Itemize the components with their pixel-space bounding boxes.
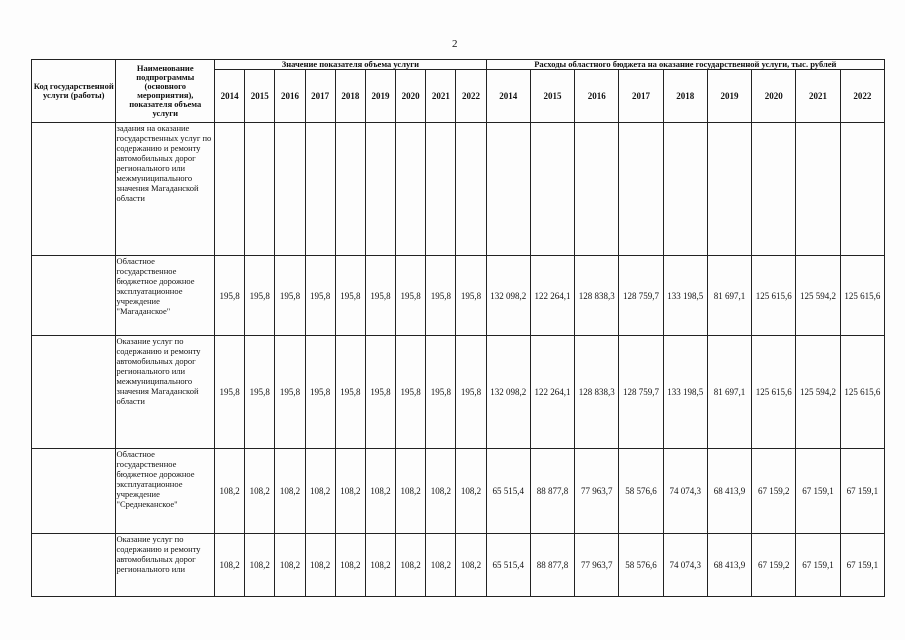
volume-cell: [305, 123, 335, 256]
expense-cell: 133 198,5: [663, 256, 707, 336]
volume-cell: 195,8: [456, 256, 486, 336]
volume-cell: 195,8: [456, 336, 486, 449]
header-volume-year: 2021: [426, 70, 456, 123]
code-cell: [32, 534, 116, 597]
volume-cell: 108,2: [426, 534, 456, 597]
volume-cell: 108,2: [335, 449, 365, 534]
expense-cell: 132 098,2: [486, 256, 530, 336]
volume-cell: 195,8: [215, 256, 245, 336]
volume-cell: 195,8: [426, 256, 456, 336]
expense-cell: 125 594,2: [796, 336, 840, 449]
volume-cell: 108,2: [215, 449, 245, 534]
expense-cell: 128 759,7: [619, 336, 663, 449]
volume-cell: 108,2: [305, 534, 335, 597]
expense-cell: 67 159,1: [796, 534, 840, 597]
header-volume-year: 2020: [396, 70, 426, 123]
expense-cell: 77 963,7: [575, 534, 619, 597]
volume-cell: 108,2: [275, 534, 305, 597]
expense-cell: 88 877,8: [530, 534, 574, 597]
volume-cell: 108,2: [305, 449, 335, 534]
name-cell: Областное государственное бюджетное дорожное эксплуатационное учреждение "Магаданское": [116, 256, 215, 336]
header-volume-group: Значение показателя объема услуги: [215, 60, 487, 70]
volume-cell: 195,8: [396, 336, 426, 449]
expense-cell: [752, 123, 796, 256]
volume-cell: [456, 123, 486, 256]
volume-cell: 108,2: [335, 534, 365, 597]
services-table: [31, 59, 885, 597]
volume-cell: 108,2: [396, 449, 426, 534]
expense-cell: 125 615,6: [752, 256, 796, 336]
header-volume-year: 2019: [365, 70, 395, 123]
expense-cell: 68 413,9: [707, 534, 751, 597]
volume-cell: 195,8: [365, 256, 395, 336]
expense-cell: [663, 123, 707, 256]
volume-cell: 195,8: [245, 336, 275, 449]
volume-cell: 195,8: [215, 336, 245, 449]
volume-cell: [335, 123, 365, 256]
expense-cell: 67 159,2: [752, 449, 796, 534]
expense-cell: 128 838,3: [575, 256, 619, 336]
volume-cell: [426, 123, 456, 256]
expense-cell: 65 515,4: [486, 449, 530, 534]
header-expense-year: 2021: [796, 70, 840, 123]
page-number: 2: [452, 38, 458, 50]
volume-cell: [275, 123, 305, 256]
expense-cell: 74 074,3: [663, 449, 707, 534]
volume-cell: [396, 123, 426, 256]
volume-cell: 195,8: [426, 336, 456, 449]
volume-cell: 108,2: [456, 534, 486, 597]
volume-cell: [215, 123, 245, 256]
expense-cell: 67 159,2: [752, 534, 796, 597]
table-row: [32, 336, 885, 449]
table-row: [32, 123, 885, 256]
volume-cell: [365, 123, 395, 256]
volume-cell: 108,2: [245, 449, 275, 534]
expense-cell: 74 074,3: [663, 534, 707, 597]
volume-cell: 195,8: [305, 336, 335, 449]
expense-cell: [707, 123, 751, 256]
name-cell: Оказание услуг по содержанию и ремонту автомобильных дорог регионального или межмуниципального значения Магаданской области: [116, 336, 215, 449]
header-expense-year: 2017: [619, 70, 663, 123]
name-cell: задания на оказание государственных услуг по содержанию и ремонту автомобильных дорог регионального или межмуниципального значения Магаданской области: [116, 123, 215, 256]
volume-cell: 108,2: [456, 449, 486, 534]
name-cell: Областное государственное бюджетное дорожное эксплуатационное учреждение "Среднеканское": [116, 449, 215, 534]
expense-cell: 67 159,1: [840, 534, 884, 597]
expense-cell: 67 159,1: [840, 449, 884, 534]
volume-cell: 108,2: [426, 449, 456, 534]
header-expense-year: 2022: [840, 70, 884, 123]
expense-cell: 65 515,4: [486, 534, 530, 597]
expense-cell: 125 594,2: [796, 256, 840, 336]
expense-cell: 68 413,9: [707, 449, 751, 534]
code-cell: [32, 123, 116, 256]
header-volume-year: 2017: [305, 70, 335, 123]
expense-cell: 81 697,1: [707, 336, 751, 449]
volume-cell: 195,8: [275, 256, 305, 336]
expense-cell: 128 759,7: [619, 256, 663, 336]
expense-cell: 122 264,1: [530, 336, 574, 449]
expense-cell: 128 838,3: [575, 336, 619, 449]
header-code: Код государственной услуги (работы): [32, 60, 116, 123]
header-expense-year: 2020: [752, 70, 796, 123]
volume-cell: 108,2: [365, 449, 395, 534]
header-volume-year: 2015: [245, 70, 275, 123]
expense-cell: [796, 123, 840, 256]
expense-cell: [530, 123, 574, 256]
name-cell: Оказание услуг по содержанию и ремонту автомобильных дорог регионального или: [116, 534, 215, 597]
header-volume-year: 2022: [456, 70, 486, 123]
volume-cell: 108,2: [215, 534, 245, 597]
expense-cell: 58 576,6: [619, 449, 663, 534]
header-volume-year: 2018: [335, 70, 365, 123]
volume-cell: [245, 123, 275, 256]
table-row: [32, 256, 885, 336]
header-expense-year: 2016: [575, 70, 619, 123]
expense-cell: 125 615,6: [840, 336, 884, 449]
volume-cell: 108,2: [365, 534, 395, 597]
expense-cell: 133 198,5: [663, 336, 707, 449]
expense-cell: 122 264,1: [530, 256, 574, 336]
code-cell: [32, 256, 116, 336]
header-name: Наименование подпрограммы (основного мероприятия), показателя объема услуги: [116, 60, 215, 123]
expense-cell: [619, 123, 663, 256]
header-volume-year: 2014: [215, 70, 245, 123]
header-expense-year: 2015: [530, 70, 574, 123]
volume-cell: 195,8: [275, 336, 305, 449]
expense-cell: [840, 123, 884, 256]
header-volume-year: 2016: [275, 70, 305, 123]
expense-cell: 58 576,6: [619, 534, 663, 597]
volume-cell: 108,2: [396, 534, 426, 597]
header-expense-year: 2018: [663, 70, 707, 123]
expense-cell: 125 615,6: [752, 336, 796, 449]
code-cell: [32, 449, 116, 534]
table-row: [32, 449, 885, 534]
expense-cell: 88 877,8: [530, 449, 574, 534]
volume-cell: 195,8: [245, 256, 275, 336]
expense-cell: [486, 123, 530, 256]
expense-cell: 77 963,7: [575, 449, 619, 534]
header-expense-year: 2019: [707, 70, 751, 123]
expense-cell: [575, 123, 619, 256]
table-row: [32, 534, 885, 597]
code-cell: [32, 336, 116, 449]
volume-cell: 195,8: [305, 256, 335, 336]
expense-cell: 67 159,1: [796, 449, 840, 534]
volume-cell: 195,8: [335, 256, 365, 336]
header-expense-group: Расходы областного бюджета на оказание государственной услуги, тыс. рублей: [486, 60, 884, 70]
volume-cell: 195,8: [335, 336, 365, 449]
volume-cell: 195,8: [365, 336, 395, 449]
expense-cell: 125 615,6: [840, 256, 884, 336]
volume-cell: 108,2: [245, 534, 275, 597]
expense-cell: 81 697,1: [707, 256, 751, 336]
volume-cell: 108,2: [275, 449, 305, 534]
header-expense-year: 2014: [486, 70, 530, 123]
volume-cell: 195,8: [396, 256, 426, 336]
expense-cell: 132 098,2: [486, 336, 530, 449]
